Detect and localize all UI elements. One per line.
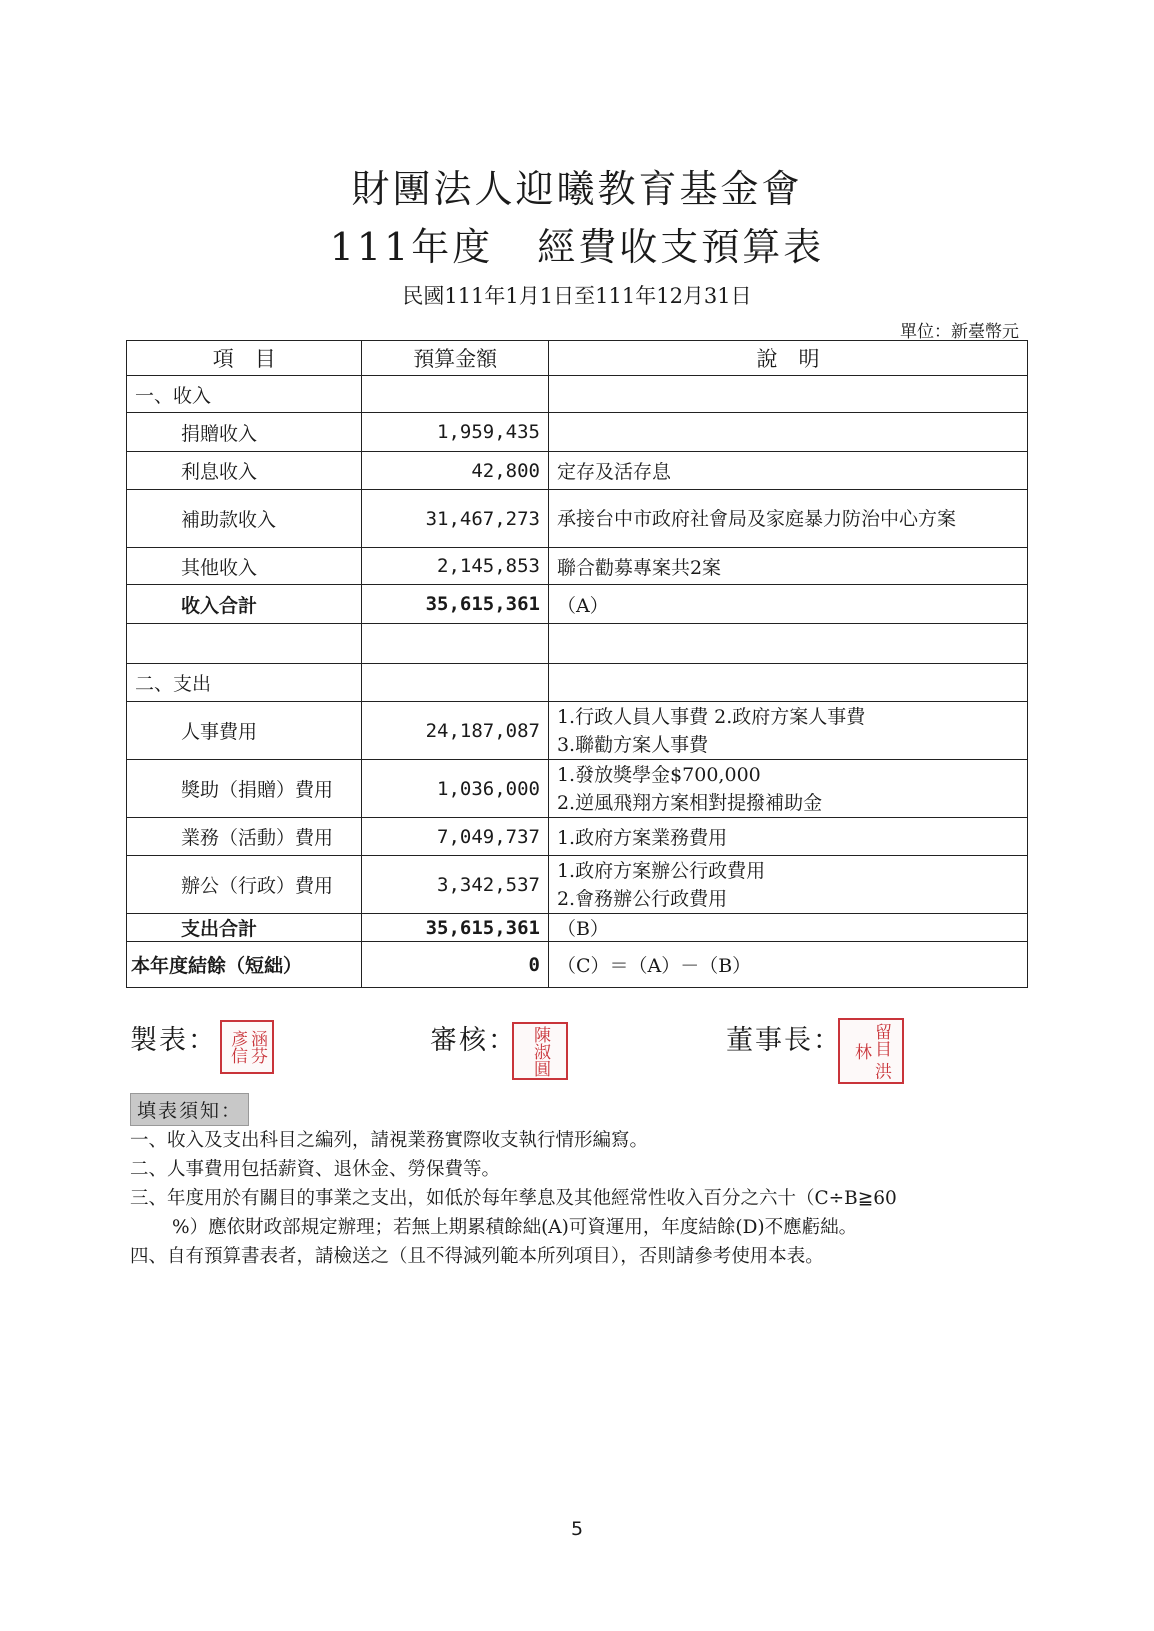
header-amount: 預算金額: [362, 341, 549, 376]
row-item: 二、支出: [127, 664, 362, 702]
table-row: [127, 914, 1028, 942]
row-amount: [362, 664, 549, 702]
row-desc: [548, 760, 1027, 818]
row-desc: 承接台中市政府社會局及家庭暴力防治中心方案: [548, 490, 1027, 548]
row-amount: 1,036,000: [362, 760, 549, 818]
table-row: [127, 585, 1028, 624]
row-item: 辦公（行政）費用: [127, 856, 362, 914]
row-desc: [548, 413, 1027, 452]
row-desc: [548, 624, 1027, 664]
note-item: 三、年度用於有關目的事業之支出，如低於每年孳息及其他經常性收入百分之六十（C÷B≧60: [130, 1188, 897, 1209]
row-desc: （B）: [548, 914, 1027, 942]
chairman-label: 董事長：: [726, 1025, 842, 1056]
note-item: 二、人事費用包括薪資、退休金、勞保費等。: [130, 1159, 501, 1180]
row-item: 捐贈收入: [127, 413, 362, 452]
reviewer-seal: 陳淑圓: [512, 1022, 568, 1080]
row-desc: [548, 702, 1027, 760]
budget-table: [126, 340, 1028, 988]
row-desc: 聯合勸募專案共2案: [548, 548, 1027, 585]
row-amount: [362, 376, 549, 413]
reviewer-label: 審核：: [430, 1025, 517, 1056]
table-row: [127, 856, 1028, 914]
page-number: 5: [570, 1518, 584, 1540]
table-row: [127, 942, 1028, 988]
desc-line: 1.行政人員人事費 2.政府方案人事費: [556, 705, 866, 728]
row-item: 本年度結餘（短絀）: [127, 942, 362, 988]
row-amount: 24,187,087: [362, 702, 549, 760]
row-item: 其他收入: [127, 548, 362, 585]
note-item: %）應依財政部規定辦理；若無上期累積餘絀(A)可資運用，年度結餘(D)不應虧絀。: [172, 1217, 858, 1238]
row-desc: [548, 376, 1027, 413]
preparer-label: 製表：: [130, 1025, 217, 1056]
row-amount: 42,800: [362, 452, 549, 490]
document-title: 財團法人迎曦教育基金會: [351, 167, 803, 211]
period: 民國111年1月1日至111年12月31日: [402, 284, 752, 308]
table-row: [127, 490, 1028, 548]
row-desc: 1.政府方案業務費用: [548, 818, 1027, 856]
table-row: [127, 760, 1028, 818]
row-amount: 31,467,273: [362, 490, 549, 548]
row-item: 業務（活動）費用: [127, 818, 362, 856]
table-row: [127, 413, 1028, 452]
header-desc: 說 明: [548, 341, 1027, 376]
row-amount: 3,342,537: [362, 856, 549, 914]
desc-line: 1.政府方案辦公行政費用: [556, 859, 766, 882]
table-header-row: [127, 341, 1028, 376]
document-subtitle: [0, 216, 1154, 271]
preparer-seal: 涵芬 彥信: [220, 1020, 274, 1074]
table-row: [127, 548, 1028, 585]
table-row: [127, 702, 1028, 760]
table-row: [127, 818, 1028, 856]
row-desc: （A）: [548, 585, 1027, 624]
row-amount: [362, 624, 549, 664]
table-row: [127, 664, 1028, 702]
currency-unit: 單位：新臺幣元: [900, 322, 1019, 342]
row-item: 補助款收入: [127, 490, 362, 548]
notes-list: [130, 1126, 1030, 1271]
header-item: 項 目: [127, 341, 362, 376]
row-item: 人事費用: [127, 702, 362, 760]
row-amount: 0: [362, 942, 549, 988]
chairman-seal: 留目 洪林: [838, 1018, 904, 1084]
subtitle-text: 經費收支預算表: [537, 225, 825, 269]
row-amount: 35,615,361: [362, 914, 549, 942]
note-item: 四、自有預算書表者，請檢送之（且不得減列範本所列項目），否則請參考使用本表。: [130, 1246, 824, 1267]
table-row: [127, 624, 1028, 664]
row-desc: [548, 856, 1027, 914]
desc-line: 1.發放獎學金$700,000: [556, 763, 761, 786]
row-amount: 35,615,361: [362, 585, 549, 624]
row-desc: （C）＝（A）－（B）: [548, 942, 1027, 988]
row-amount: 1,959,435: [362, 413, 549, 452]
row-amount: 2,145,853: [362, 548, 549, 585]
row-item: [127, 624, 362, 664]
desc-line: 2.逆風飛翔方案相對提撥補助金: [556, 791, 823, 814]
row-desc: 定存及活存息: [548, 452, 1027, 490]
table-row: [127, 452, 1028, 490]
row-item: 獎助（捐贈）費用: [127, 760, 362, 818]
row-desc: [548, 664, 1027, 702]
note-item: 一、收入及支出科目之編列，請視業務實際收支執行情形編寫。: [130, 1130, 649, 1151]
row-item: 收入合計: [127, 585, 362, 624]
desc-line: 2.會務辦公行政費用: [556, 887, 728, 910]
row-amount: 7,049,737: [362, 818, 549, 856]
row-item: 利息收入: [127, 452, 362, 490]
desc-line: 3.聯勸方案人事費: [556, 733, 709, 756]
notes-title: 填表須知：: [130, 1093, 249, 1126]
row-item: 一、收入: [127, 376, 362, 413]
table-row: [127, 376, 1028, 413]
row-item: 支出合計: [127, 914, 362, 942]
year-label: 111年度: [329, 225, 494, 269]
